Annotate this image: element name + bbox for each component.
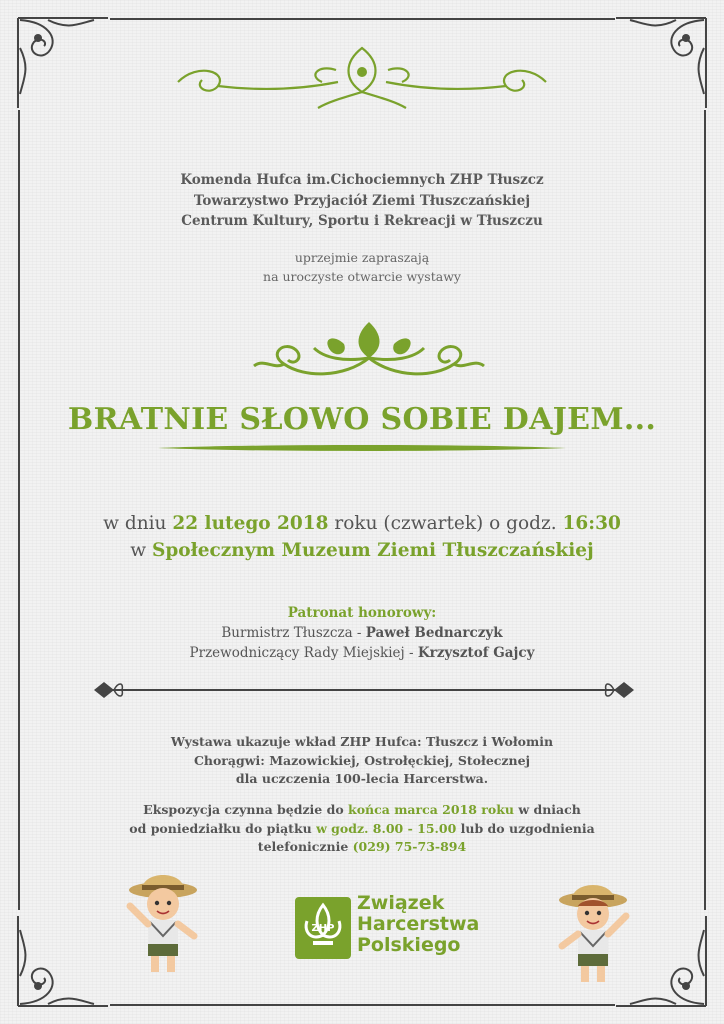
floral-ornament-icon <box>168 42 556 110</box>
organizer-line: Komenda Hufca im.Cichociemnych ZHP Tłuszcz <box>180 172 544 188</box>
about-line: Chorągwi: Mazowickiej, Ostrołęckiej, Stołecznej <box>193 752 531 768</box>
event-place-line: w Społecznym Muzeum Ziemi Tłuszczańskiej <box>130 540 594 561</box>
organizer-line: Towarzystwo Przyjaciół Ziemi Tłuszczańskiej <box>193 192 531 209</box>
page-title: BRATNIE SŁOWO SOBIE DAJEM... <box>67 402 657 437</box>
about-block <box>0 733 724 789</box>
diamond-divider-icon <box>92 678 636 702</box>
event-date-line: w dniu 22 lutego 2018 roku (czwartek) o godz. 16:30 <box>103 513 621 534</box>
exhibition-line: od poniedziałku do piątku w godz. 8.00 - 15.00 lub do uzgodnienia <box>129 820 595 836</box>
exhibition-line: Ekspozycja czynna będzie do końca marca 2018 roku w dniach <box>143 802 581 817</box>
event-time: 16:30 <box>562 513 621 534</box>
floral-ornament-icon <box>244 318 494 386</box>
lily-emblem-icon <box>295 897 351 959</box>
frame-top-line <box>110 18 615 20</box>
patron-line: Burmistrz Tłuszcza - Paweł Bednarczyk <box>221 625 503 641</box>
exhibition-block <box>0 801 724 857</box>
frame-bottom-line <box>110 1004 615 1006</box>
patron-line: Przewodniczący Rady Miejskiej - Krzysztof Gajcy <box>189 645 535 661</box>
zhp-logo <box>295 893 490 963</box>
invitation-text <box>0 248 724 286</box>
event-date: 22 lutego 2018 <box>172 513 329 534</box>
ornament-corner-icon <box>8 906 118 1016</box>
exhibition-line: telefonicznie (029) 75-73-894 <box>257 839 467 854</box>
event-details <box>0 510 724 564</box>
patronage-block <box>0 603 724 663</box>
event-place: Społecznym Muzeum Ziemi Tłuszczańskiej <box>152 540 594 561</box>
logo-text: Związek Harcerstwa Polskiego <box>357 892 480 956</box>
ornament-corner-icon <box>8 8 118 118</box>
about-line: Wystawa ukazuje wkład ZHP Hufca: Tłuszcz i Wołomin <box>170 734 554 749</box>
patronage-label: Patronat honorowy: <box>287 605 437 621</box>
scout-character-icon <box>118 866 208 976</box>
organizers-block <box>0 170 724 232</box>
invitation-line: uprzejmie zapraszają <box>294 250 430 265</box>
organizer-line: Centrum Kultury, Sportu i Rekreacji w Tłuszczu <box>181 213 543 229</box>
ornament-corner-icon <box>606 8 716 118</box>
invitation-line: na uroczyste otwarcie wystawy <box>263 269 461 284</box>
about-line: dla uczczenia 100-lecia Harcerstwa. <box>235 771 489 786</box>
svg-text:ZHP: ZHP <box>311 923 335 934</box>
phone-number: (029) 75-73-894 <box>352 839 467 854</box>
scout-character-icon <box>548 876 638 986</box>
title-underline <box>158 443 566 453</box>
